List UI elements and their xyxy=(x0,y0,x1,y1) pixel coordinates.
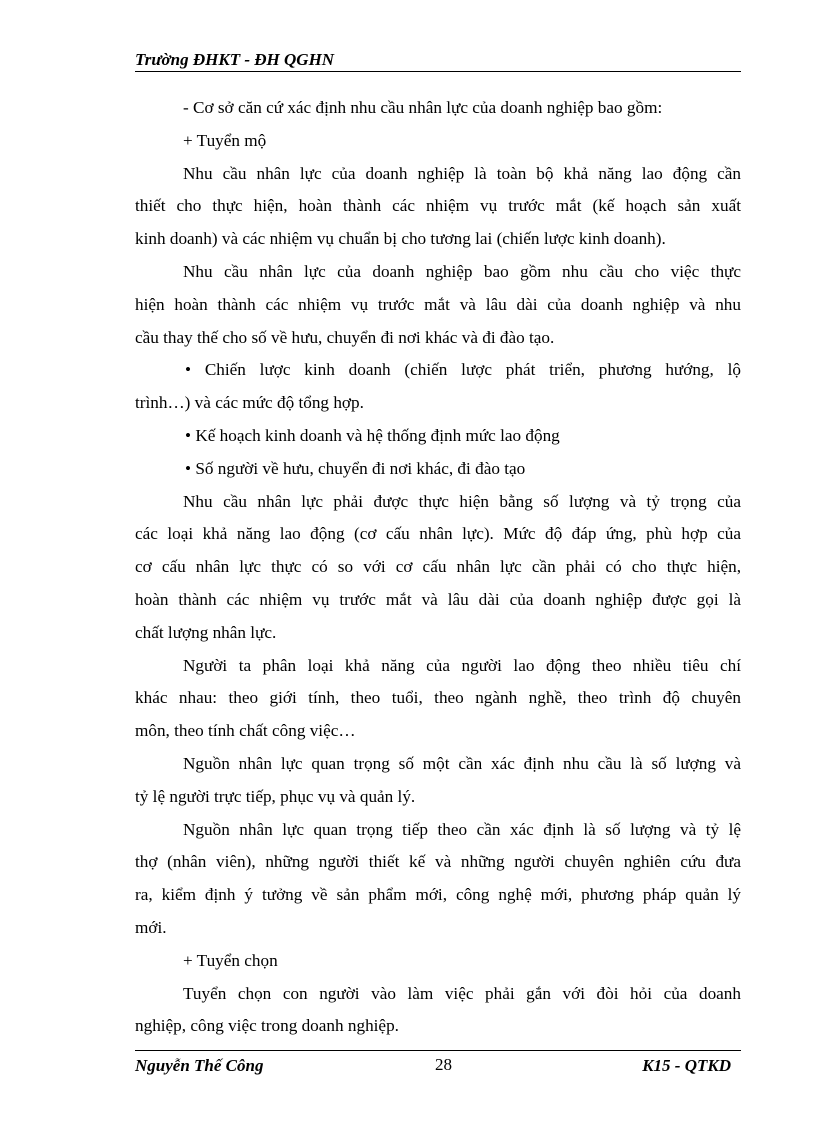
body-line: Nhu cầu nhân lực của doanh nghiệp bao gồm nhu cầu cho việc thực xyxy=(183,261,741,281)
page-body xyxy=(135,92,741,1043)
body-line: Người ta phân loại khả năng của người lao động theo nhiều tiêu chí xyxy=(183,655,741,675)
bullet-item: • Chiến lược kinh doanh (chiến lược phát triển, phương hướng, lộ xyxy=(185,360,741,380)
body-line: + Tuyển chọn xyxy=(183,950,278,970)
footer-class-code: K15 - QTKD xyxy=(642,1056,731,1075)
body-line: + Tuyển mộ xyxy=(183,130,267,150)
bullet-item: • Kế hoạch kinh doanh và hệ thống định mức lao động xyxy=(185,425,560,445)
body-line: tỷ lệ người trực tiếp, phục vụ và quản lý. xyxy=(135,786,416,806)
body-line: Nguồn nhân lực quan trọng tiếp theo cần xác định là số lượng và tỷ lệ xyxy=(183,819,741,839)
page-header xyxy=(135,50,741,72)
body-line: nghiệp, công việc trong doanh nghiệp. xyxy=(135,1016,399,1036)
body-line: hoàn thành các nhiệm vụ trước mắt và lâu dài của doanh nghiệp được gọi là xyxy=(135,589,741,609)
body-line: cầu thay thế cho số về hưu, chuyển đi nơi khác và đi đào tạo. xyxy=(135,327,555,347)
body-line: Tuyển chọn con người vào làm việc phải gắn với đòi hỏi của doanh xyxy=(183,983,741,1003)
body-line: Nguồn nhân lực quan trọng số một cần xác định nhu cầu là số lượng và xyxy=(183,753,741,773)
body-line: kinh doanh) và các nhiệm vụ chuẩn bị cho tương lai (chiến lược kinh doanh). xyxy=(135,229,666,249)
body-line: các loại khả năng lao động (cơ cấu nhân lực). Mức độ đáp ứng, phù hợp của xyxy=(135,524,741,544)
body-line: môn, theo tính chất công việc… xyxy=(135,721,356,741)
footer-divider xyxy=(135,1050,741,1051)
header-title: Trường ĐHKT - ĐH QGHN xyxy=(135,50,335,69)
bullet-item: • Số người về hưu, chuyển đi nơi khác, đi đào tạo xyxy=(185,458,526,478)
body-line: khác nhau: theo giới tính, theo tuổi, theo ngành nghề, theo trình độ chuyên xyxy=(135,688,741,708)
body-line: mới. xyxy=(135,917,167,937)
body-line: thiết cho thực hiện, hoàn thành các nhiệm vụ trước mắt (kế hoạch sản xuất xyxy=(135,196,741,216)
footer-author: Nguyễn Thế Công xyxy=(135,1056,264,1075)
body-line: cơ cấu nhân lực thực có so với cơ cấu nhân lực cần phải có cho thực hiện, xyxy=(135,557,741,577)
body-line: - Cơ sở căn cứ xác định nhu cầu nhân lực của doanh nghiệp bao gồm: xyxy=(183,98,663,117)
page-footer xyxy=(135,1053,741,1079)
header-divider xyxy=(135,71,741,72)
body-line: ra, kiểm định ý tưởng về sản phẩm mới, công nghệ mới, phương pháp quản lý xyxy=(135,885,741,905)
page-number: 28 xyxy=(435,1055,452,1074)
body-line: Nhu cầu nhân lực của doanh nghiệp là toàn bộ khả năng lao động cần xyxy=(183,163,741,183)
body-line: trình…) và các mức độ tổng hợp. xyxy=(135,393,364,413)
body-line: chất lượng nhân lực. xyxy=(135,622,277,642)
body-line: hiện hoàn thành các nhiệm vụ trước mắt và lâu dài của doanh nghiệp và nhu xyxy=(135,294,741,314)
body-line: thợ (nhân viên), những người thiết kế và những người chuyên nghiên cứu đưa xyxy=(135,852,741,872)
body-line: Nhu cầu nhân lực phải được thực hiện bằng số lượng và tỷ trọng của xyxy=(183,491,741,511)
